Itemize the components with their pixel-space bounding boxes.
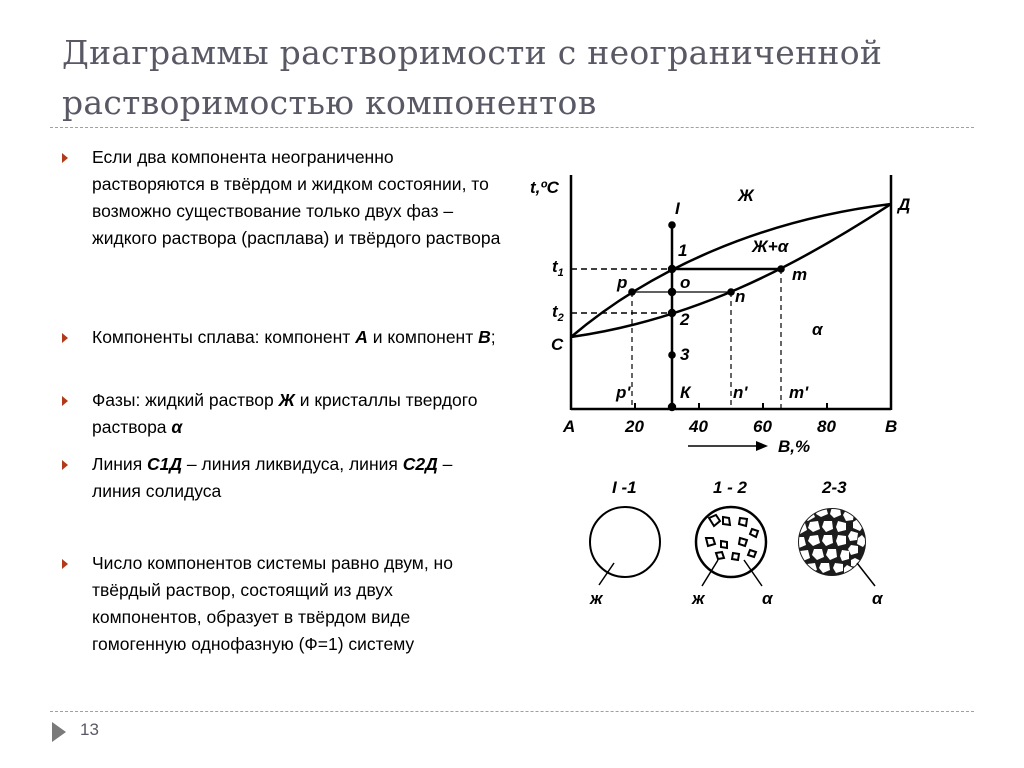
stage2-label: 1 - 2 xyxy=(713,478,748,497)
point-K-label: К xyxy=(680,383,691,402)
footer-arrow-icon xyxy=(52,722,66,742)
solidus-line-name: С2Д xyxy=(402,454,438,474)
bullet-text: Если два компонента неограниченно растворяются в твёрдом и жидком состоянии, то возможно существование только двух фаз – жидкого раствора (расплава) и твёрдого раствора xyxy=(92,147,501,248)
point-o-label: o xyxy=(680,273,691,292)
point-p-prime-label: p' xyxy=(616,383,631,402)
x-tick-label: 80 xyxy=(817,417,836,436)
d-label: Д xyxy=(898,195,911,214)
t2-label: $t_2$ xyxy=(552,302,564,324)
bullet-text: – линия ликвидуса, линия xyxy=(182,454,403,474)
stage1-grain-circle xyxy=(590,507,660,577)
solid-region-label: α xyxy=(812,320,823,339)
x-tick-label: 60 xyxy=(753,417,772,436)
bullet-text: Число компонентов системы равно двум, но твёрдый раствор, состоящий из двух компонентов, образует в твёрдом виде гомогенную однофазную (Ф=1) систему xyxy=(92,553,453,654)
footer-divider xyxy=(50,711,974,712)
stage1-label: I -1 xyxy=(612,478,637,497)
stage3-pointer xyxy=(857,563,875,586)
page-number: 13 xyxy=(80,720,99,739)
liquid-region-label: Ж xyxy=(738,186,754,205)
point-n-prime-label: n' xyxy=(733,383,748,402)
c-label: С xyxy=(551,335,564,354)
stage3-phase-label: α xyxy=(872,589,883,608)
stage3-label: 2-3 xyxy=(822,478,847,497)
stage1-phase-label: ж xyxy=(590,589,603,608)
phase-liquid: Ж xyxy=(278,390,295,410)
bullet-text: – линия солидуса xyxy=(92,454,453,501)
point-3-label: 3 xyxy=(680,345,690,364)
point-p-label: p xyxy=(617,273,628,292)
stage2-liquid-label: ж xyxy=(692,589,705,608)
bullet-text: и кристаллы твердого раствора xyxy=(92,390,478,437)
point-m-label: m xyxy=(792,265,808,284)
component-a: А xyxy=(355,327,368,347)
t1-label: $t_1$ xyxy=(552,257,564,279)
point-2-label: 2 xyxy=(680,310,690,329)
y-axis-label: t,ºC xyxy=(530,178,559,197)
stage2-solid-label: α xyxy=(762,589,773,608)
liquidus-line-name: С1Д xyxy=(147,454,183,474)
x-tick-label: 40 xyxy=(689,417,708,436)
a-label: А xyxy=(563,417,576,436)
point-I-label: I xyxy=(675,199,680,218)
bullet-text: Линия xyxy=(92,454,148,474)
x-axis-label: В,% xyxy=(778,437,811,456)
bullet-text: ; xyxy=(490,327,496,347)
bullet-text: Компоненты сплава: компонент xyxy=(92,327,356,347)
b-label: В xyxy=(885,417,898,436)
phase-alpha: α xyxy=(171,417,183,437)
point-m-prime-label: m' xyxy=(789,383,809,402)
x-tick-label: 20 xyxy=(625,417,644,436)
bullet-text: и компонент xyxy=(367,327,479,347)
point-1-label: 1 xyxy=(678,241,688,260)
point-n-label: n xyxy=(735,287,746,306)
component-b: В xyxy=(478,327,491,347)
two-phase-region-label: Ж+α xyxy=(752,237,789,256)
bullet-text: Фазы: жидкий раствор xyxy=(92,390,279,410)
slide-title: Диаграммы растворимости с неограниченной растворимостью компонентов xyxy=(62,33,883,122)
